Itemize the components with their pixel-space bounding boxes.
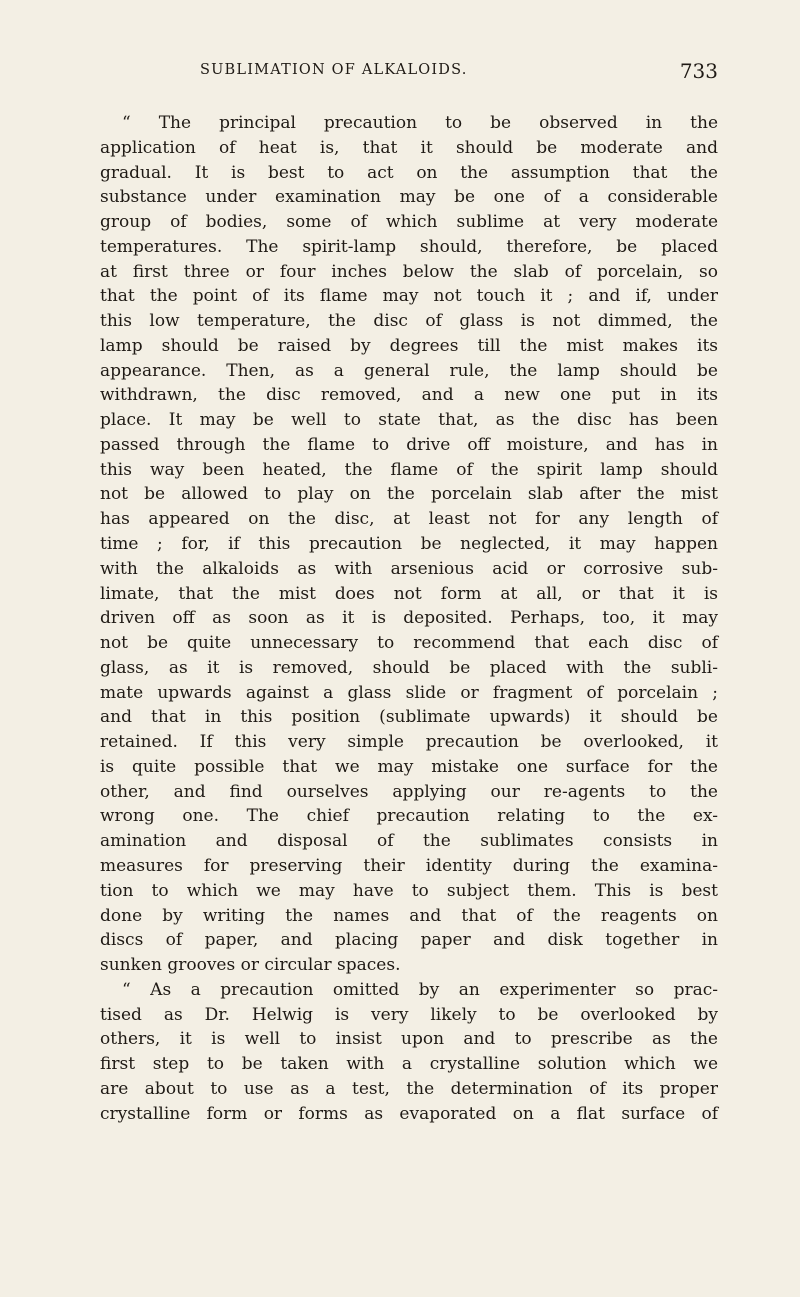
text-line: application of heat is, that it should be moderate and — [100, 137, 718, 158]
text-line: place. It may be well to state that, as the disc has been — [100, 410, 718, 431]
text-line: time ; for, if this precaution be neglected, it may happen — [100, 534, 718, 555]
text-line: lamp should be raised by degrees till the mist makes its — [100, 335, 718, 356]
text-line: first step to be taken with a crystalline solution which we — [100, 1054, 718, 1075]
text-line: and that in this position (sublimate upwards) it should be — [100, 707, 718, 728]
text-line: has appeared on the disc, at least not for any length of — [100, 509, 718, 530]
text-line: retained. If this very simple precaution be overlooked, it — [100, 732, 718, 753]
text-line: limate, that the mist does not form at all, or that it is — [100, 583, 718, 604]
text-line: glass, as it is removed, should be placed with the subli- — [100, 657, 718, 678]
text-line: crystalline form or forms as evaporated on a flat surface of — [100, 1103, 718, 1124]
text-line: amination and disposal of the sublimates consists in — [100, 831, 718, 852]
text-line: mate upwards against a glass slide or fragment of porcelain ; — [100, 682, 718, 703]
text-line: driven off as soon as it is deposited. Perhaps, too, it may — [100, 608, 718, 629]
body-text — [100, 111, 718, 1126]
running-head — [100, 59, 718, 86]
text-line: group of bodies, some of which sublime at very moderate — [100, 212, 718, 233]
text-line: at first three or four inches below the slab of porcelain, so — [100, 261, 718, 282]
text-line: other, and find ourselves applying our re-agents to the — [100, 781, 718, 802]
text-line: withdrawn, the disc removed, and a new one put in its — [100, 385, 718, 406]
text-line: others, it is well to insist upon and to prescribe as the — [100, 1029, 718, 1050]
text-line: this low temperature, the disc of glass is not dimmed, the — [100, 311, 718, 332]
text-line: with the alkaloids as with arsenious acid or corrosive sub- — [100, 558, 718, 579]
text-line: discs of paper, and placing paper and disk together in — [100, 930, 718, 951]
text-line: “ The principal precaution to be observed in the — [122, 113, 718, 133]
text-line: measures for preserving their identity during the examina- — [100, 855, 718, 876]
text-line: this way been heated, the flame of the spirit lamp should — [100, 459, 718, 480]
text-line: tised as Dr. Helwig is very likely to be overlooked by — [100, 1004, 718, 1025]
text-line: “ As a precaution omitted by an experimenter so prac- — [122, 979, 718, 1000]
text-line: appearance. Then, as a general rule, the lamp should be — [100, 360, 718, 381]
text-line: is quite possible that we may mistake one surface for the — [100, 756, 718, 777]
text-line: gradual. It is best to act on the assumption that the — [100, 162, 718, 183]
running-title: SUBLIMATION OF ALKALOIDS. — [200, 62, 468, 78]
text-line: passed through the flame to drive off moisture, and has in — [100, 434, 718, 455]
text-line: done by writing the names and that of the reagents on — [100, 905, 718, 926]
text-line: that the point of its flame may not touch it ; and if, under — [100, 286, 718, 307]
page-number: 733 — [679, 59, 718, 83]
text-line: sunken grooves or circular spaces. — [100, 955, 401, 976]
text-line: not be quite unnecessary to recommend that each disc of — [100, 633, 718, 654]
text-line: temperatures. The spirit-lamp should, therefore, be placed — [100, 236, 718, 257]
text-line: are about to use as a test, the determination of its proper — [100, 1078, 718, 1099]
text-line: tion to which we may have to subject them. This is best — [100, 880, 718, 901]
text-line: wrong one. The chief precaution relating to the ex- — [100, 806, 718, 827]
text-line: not be allowed to play on the porcelain slab after the mist — [100, 484, 718, 505]
text-line: substance under examination may be one of a considerable — [100, 187, 718, 208]
